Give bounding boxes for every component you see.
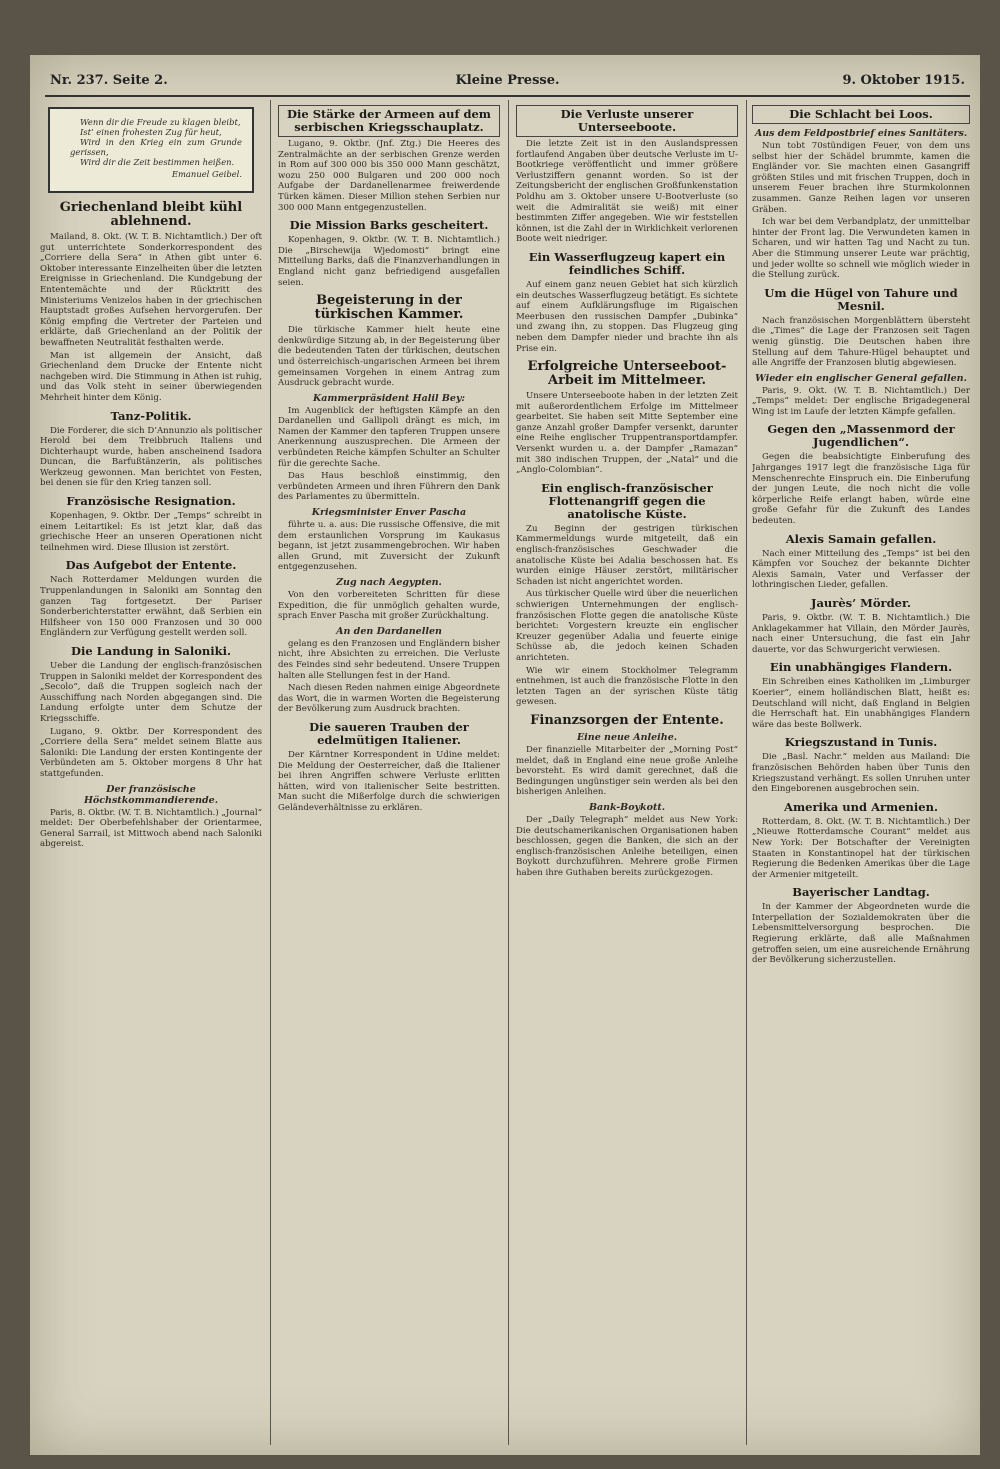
article-headline: Tanz-Politik. [110,408,192,423]
poem-line: Wird in den Krieg ein zum Grunde gerissen, [70,137,242,157]
article-paragraph: Paris, 8. Oktbr. (W. T. B. Nichtamtlich.) „Journal“ meldet: Der Oberbefehlshaber der Orientarmee, General Sarrail, ist Mittwoch abend nach Saloniki abgereist. [40,807,262,850]
article-paragraph: Die türkische Kammer hielt heute eine denkwürdige Sitzung ab, in der Begeisterung über die bedeutenden Taten der türkischen, deutschen und österreichisch-ungarischen Armeen bei ihrem gemeinsamen Vorgehen in einem Antrag zum Ausdruck gebracht wurde. [278,325,500,389]
article-headline: Die Schlacht bei Loos. [752,105,970,124]
article-subheadline: Zug nach Aegypten. [336,577,442,588]
article-paragraph: Ein Schreiben eines Katholiken im „Limburger Koerier“, einem holländischen Blatt, heißt es: Deutschland will nicht, daß England in Belgien die Herrschaft hat. Ein unabhängiges Flandern wäre das beste Bollwerk. [752,677,970,730]
article-headline: Die Stärke der Armeen auf dem serbischen Kriegsschauplatz. [278,105,500,137]
article-headline: Griechenland bleibt kühl ablehnend. [59,200,243,229]
column-divider [508,100,509,1445]
article-headline: Um die Hügel von Tahure und Mesnil. [764,285,958,313]
article-paragraph: Nun tobt 70stündigen Feuer, von dem uns selbst hier der Schädel brummte, kamen die Engländer vor. Sie machten einen Gasangriff größten Stiles und mit frischen Truppen, doch in unserem Feuer brachen ihre Sturmkolonnen zusammen. Ganze Reihen lagen vor unseren Gräben. [752,141,970,215]
article-paragraph: Nach Rotterdamer Meldungen wurden die Truppenlandungen in Saloniki am Sonntag den ganzen Tag fortgesetzt. Der Pariser Sonderberichterstatter erwähnt, daß Serbien ein Hilfsheer von 150 000 Franzosen und 30 000 Engländern zur Verfügung gestellt werden soll. [40,575,262,639]
article-paragraph: Das Haus beschloß einstimmig, den verbündeten Armeen und ihren Führern den Dank des Parlamentes zu übermitteln. [278,471,500,503]
article-paragraph: Der „Daily Telegraph“ meldet aus New York: Die deutschamerikanischen Organisationen haben beschlossen, gegen die Banken, die sich an der englisch-französischen Anleihe beteiligen, einen Boykott durchzuführen. Mehrere große Firmen haben ihre Guthaben bereits zurückgezogen. [516,814,738,878]
article-headline: Die saueren Trauben der edelmütigen Italiener. [309,719,469,747]
article-paragraph: Nach einer Mitteilung des „Temps“ ist bei den Kämpfen vor Souchez der bekannte Dichter Alexis Samain, Vater und Verfasser der lothringischen Lieder, gefallen. [752,548,970,591]
article-paragraph: Ueber die Landung der englisch-französischen Truppen in Saloniki meldet der Korrespondent des „Secolo“, daß die Truppen sogleich nach der Ausschiffung nach Norden abgegangen sind. Die Landung erfolgte unter dem Schutze der Kriegsschiffe. [40,661,262,724]
issue-number: Nr. 237. Seite 2. [50,73,168,88]
article-subheadline: Wieder ein englischer General gefallen. [755,372,967,384]
article-headline: Begeisterung in der türkischen Kammer. [314,293,464,323]
page-header [50,73,965,95]
paper-title: Kleine Presse. [455,73,560,88]
article-paragraph: Nach diesen Reden nahmen einige Abgeordnete das Wort, die in warmen Worten die Begeisterung der Bevölkerung zum Ausdruck brachten. [278,683,500,715]
article-headline: Die Mission Barks gescheitert. [289,218,489,233]
article-paragraph: Auf einem ganz neuen Gebiet hat sich kürzlich ein deutsches Wasserflugzeug betätigt. Es sichtete auf einem Aufklärungsfluge im Rigaischen Meerbusen den russischen Dampfer „Dubinka“ und zwang ihn, zu stoppen. Das Flugzeug ging neben dem Dampfer nieder und brachte ihn als Prise ein. [516,279,738,354]
poem-line: Ist’ einen frohesten Zug für heut, [80,127,222,137]
column-3 [516,103,738,1443]
article-headline: Erfolgreiche Unterseeboot-Arbeit im Mittelmeer. [527,359,727,389]
poem-line: Wenn dir die Freude zu klagen bleibt, [80,117,241,127]
article-headline: Amerika und Armenien. [784,799,938,814]
article-headline: Gegen den „Massenmord der Jugendlichen“. [767,422,955,450]
article-subheadline: Der französische Höchstkommandierende. [83,783,219,806]
article-paragraph: In der Kammer der Abgeordneten wurde die Interpellation der Sozialdemokraten über die Lebensmittelversorgung besprochen. Die Regierung erklärte, daß alle Maßnahmen getroffen seien, um eine ausreichende Ernährung der Bevölkerung sicherzustellen. [752,902,970,966]
article-paragraph: gelang es den Franzosen und Engländern bisher nicht, ihre Absichten zu erreichen. Die Verluste des Feindes sind sehr bedeutend. Unsere Truppen halten alle Stellungen fest in der Hand. [278,638,500,681]
article-paragraph: Der Kärntner Korrespondent in Udine meldet: Die Meldung der Oesterreicher, daß die Italiener bei ihren Angriffen schwere Verluste erlitten hätten, wird von italienischer Seite bestritten. Man sucht die Mißerfolge durch die schwierigen Geländeverhältnisse zu erklären. [278,749,500,813]
article-headline: Das Aufgebot der Entente. [65,558,237,573]
article-paragraph: Im Augenblick der heftigsten Kämpfe an den Dardanellen und Gallipoli drängt es mich, im Namen der Kammer den tapferen Truppen unsere Anerkennung auszusprechen. Die Armeen der verbündeten Reiche kämpfen Schulter an Schulter für die gerechte Sache. [278,405,500,469]
article-subheadline: An den Dardanellen [336,625,442,637]
article-paragraph: Kopenhagen, 9. Oktbr. (W. T. B. Nichtamtlich.) Die „Birschewija Wjedomosti“ bringt eine Mitteilung Barks, daß die Finanzverhandlungen in England nicht ganz befriedigend ausgefallen seien. [278,235,500,288]
article-headline: Die Landung in Saloniki. [71,644,231,658]
article-paragraph: Rotterdam, 8. Okt. (W. T. B. Nichtamtlich.) Der „Nieuwe Rotterdamsche Courant“ meldet aus New York: Der Botschafter der Vereinigten Staaten in Konstantinopel hat der türkischen Regierung die Bedenken Amerikas über die Lage der Armenier mitgeteilt. [752,816,970,880]
article-paragraph: Ich war bei dem Verbandplatz, der unmittelbar hinter der Front lag. Die Verwundeten kamen in Scharen, und wir hatten Tag und Nacht zu tun. Aber die Stimmung unserer Leute war prächtig, und jeder wollte so schnell wie möglich wieder in die Stellung zurück. [752,217,970,281]
column-2 [278,103,500,1443]
issue-date: 9. Oktober 1915. [842,73,965,88]
poem-box [48,107,254,193]
article-headline: Französische Resignation. [66,494,236,509]
article-paragraph: Kopenhagen, 9. Oktbr. Der „Temps“ schreibt in einem Leitartikel: Es ist jetzt klar, daß das griechische Heer an unseren Operationen nicht teilnehmen wird. Diese Illusion ist zerstört. [40,511,262,553]
article-paragraph: Aus türkischer Quelle wird über die neuerlichen schwierigen Unternehmungen der englisch-französischen Flotte gegen die anatolische Küste berichtet: Vorgestern kreuzte ein englischer Kreuzer gegenüber Adalia und feuerte einige Schüsse ab, die jedoch keinen Schaden anrichteten. [516,589,738,663]
article-headline: Alexis Samain gefallen. [785,531,937,546]
newspaper-page [30,55,980,1455]
article-paragraph: Die letzte Zeit ist in den Auslandspressen fortlaufend Angaben über deutsche Verluste im U-Bootkriege veröffentlicht und immer größere Verlustziffern genannt worden. So ist der Zeitungsbericht der englischen Großfunkenstation Poldhu am 3. Oktober unsere U-Bootverluste (so weit die Admiralität sie weiß) mit einer bestimmten Ziffer angegeben. Wie wir feststellen können, ist die Zahl der in Wirklichkeit verlorenen Boote weit niedriger. [516,139,738,245]
article-paragraph: Mailand, 8. Okt. (W. T. B. Nichtamtlich.) Der oft gut unterrichtete Sonderkorrespondent des „Corriere della Sera“ in Athen gibt unter 6. Oktober interessante Einzelheiten über die letzten Ereignisse in Griechenland. Die Kundgebung der Ententemächte und der Rücktritt des Ministeriums Venizelos haben in der griechischen Hauptstadt großes Aufsehen hervorgerufen. Der König empfing die Vertreter der Parteien und erklärte, daß Griechenland an der Politik der bewaffneten Neutralität festhalten werde. [40,232,262,348]
article-subheadline: Kammerpräsident Halil Bey: [313,392,465,404]
column-divider [270,100,271,1445]
article-paragraph: Von den vorbereiteten Schritten für diese Expedition, die für unmöglich gehalten wurde, sprach Enver Pascha mit großer Zurückhaltung. [278,590,500,622]
article-paragraph: Lugano, 9. Oktbr. (Jnf. Ztg.) Die Heeres des Zentralmächte an der serbischen Grenze werden in Rom auf 300 000 bis 350 000 Mann geschätzt, wozu 250 000 Bulgaren und 200 000 noch Aufgabe der Dardanellenarmee freiwerdende Türken kämen. Dieser Million stehen Serbien nur 300 000 Mann entgegenzustellen. [278,139,500,213]
article-subheadline: Aus dem Feldpostbrief eines Sanitäters. [754,128,968,139]
column-divider [746,100,747,1445]
article-paragraph: Lugano, 9. Oktbr. Der Korrespondent des „Corriere della Sera“ meldet seinem Blatte aus Saloniki: Die Landung der ersten Kontingente der Verbündeten am 5. Oktober morgens 8 Uhr hat stattgefunden. [40,726,262,779]
article-subheadline: Bank-Boykott. [588,801,666,813]
article-headline: Ein Wasserflugzeug kapert ein feindliches Schiff. [528,249,726,277]
article-headline: Ein englisch-französischer Flottenangriff gegen die anatolische Küste. [541,480,713,521]
article-paragraph: Paris, 9. Oktbr. (W. T. B. Nichtamtlich.) Die Anklagekammer hat Villain, den Mörder Jaurès, nach einer Untersuchung, die fast ein Jahr dauerte, vor das Schwurgericht verwiesen. [752,613,970,655]
column-1 [40,103,262,1443]
article-headline: Bayerischer Landtag. [792,885,930,900]
article-subheadline: Eine neue Anleihe. [576,731,678,743]
article-subheadline: Kriegsminister Enver Pascha [311,507,467,519]
article-paragraph: Man ist allgemein der Ansicht, daß Griechenland dem Drucke der Entente nicht nachgeben wird. Die Stimmung in Athen ist ruhig, und das Volk steht in seiner überwiegenden Mehrheit hinter dem König. [40,350,262,403]
article-paragraph: Wie wir einem Stockholmer Telegramm entnehmen, ist auch die französische Flotte in den letzten Tagen an der syrischen Küste tätig gewesen. [516,665,738,708]
article-headline: Jaurès’ Mörder. [811,596,911,610]
header-rule [45,95,970,97]
article-paragraph: führte u. a. aus: Die russische Offensive, die mit dem erstaunlichen Vorsprung im Kaukasus begann, ist jetzt zusammengebrochen. Wir haben allen Grund, mit Zuversicht der Zukunft entgegenzusehen. [278,520,500,573]
article-paragraph: Unsere Unterseeboote haben in der letzten Zeit mit außerordentlichem Erfolge im Mittelmeer gearbeitet. Sie haben seit Mitte September eine ganze Anzahl großer Dampfer versenkt, darunter eine Reihe englischer Truppentransportdampfer. Versenkt wurden u. a. der Dampfer „Ramazan“ mit 380 indischen Truppen, der „Natal“ und die „Anglo-Colombian“. [516,391,738,476]
article-headline: Ein unabhängiges Flandern. [769,660,953,675]
poem-line: Wird dir die Zeit bestimmen heißen. [80,157,235,167]
column-4 [752,103,970,1443]
article-headline: Die Verluste unserer Unterseeboote. [516,105,738,137]
article-paragraph: Der finanzielle Mitarbeiter der „Morning Post“ meldet, daß in England eine neue große Anleihe bevorsteht. Es wird damit gerechnet, daß die Bedingungen ungünstiger sein werden als bei den bisherigen Anleihen. [516,744,738,798]
article-headline: Kriegszustand in Tunis. [784,735,938,750]
article-paragraph: Paris, 9. Okt. (W. T. B. Nichtamtlich.) Der „Temps“ meldet: Der englische Brigadegeneral Wing ist im Laufe der letzten Kämpfe gefallen. [752,385,970,417]
article-paragraph: Zu Beginn der gestrigen türkischen Kammermeldungs wurde mitgeteilt, daß ein englisch-französisches Geschwader die anatolische Küste bei Adalia beschossen hat. Es wurden einige Häuser zerstört, militärischer Schaden ist nicht angerichtet worden. [516,523,738,587]
poem-author: Emanuel Geibel. [171,169,242,179]
article-paragraph: Gegen die beabsichtigte Einberufung des Jahrganges 1917 legt die französische Liga für Menschenrechte Einspruch ein. Die Einberufung der jungen Leute, die noch nicht die volle körperliche Reife erlangt haben, würde eine große Gefahr für die Zukunft des Landes bedeuten. [752,452,970,527]
article-paragraph: Die „Basl. Nachr.“ melden aus Mailand: Die französischen Behörden haben über Tunis den Kriegszustand verhängt. Es sollen Unruhen unter den Eingeborenen ausgebrochen sein. [752,752,970,795]
article-headline: Finanzsorgen der Entente. [530,712,724,728]
article-paragraph: Nach französischen Morgenblättern übersteht die „Times“ die Lage der Franzosen seit Tagen wenig günstig. Die Deutschen haben ihre Stellung auf dem Tahure-Hügel behauptet und alle Angriffe der Franzosen blutig abgewiesen. [752,315,970,369]
article-paragraph: Die Forderer, die sich D’Annunzio als politischer Herold bei dem Treibbruch Italiens und Dichterhaupt wurde, haben anscheinend Isadora Duncan, die Barfußtänzerin, als politisches Werkzeug gewonnen. Man berichtet von Festen, bei denen sie für den Krieg tanzen soll. [40,425,262,489]
